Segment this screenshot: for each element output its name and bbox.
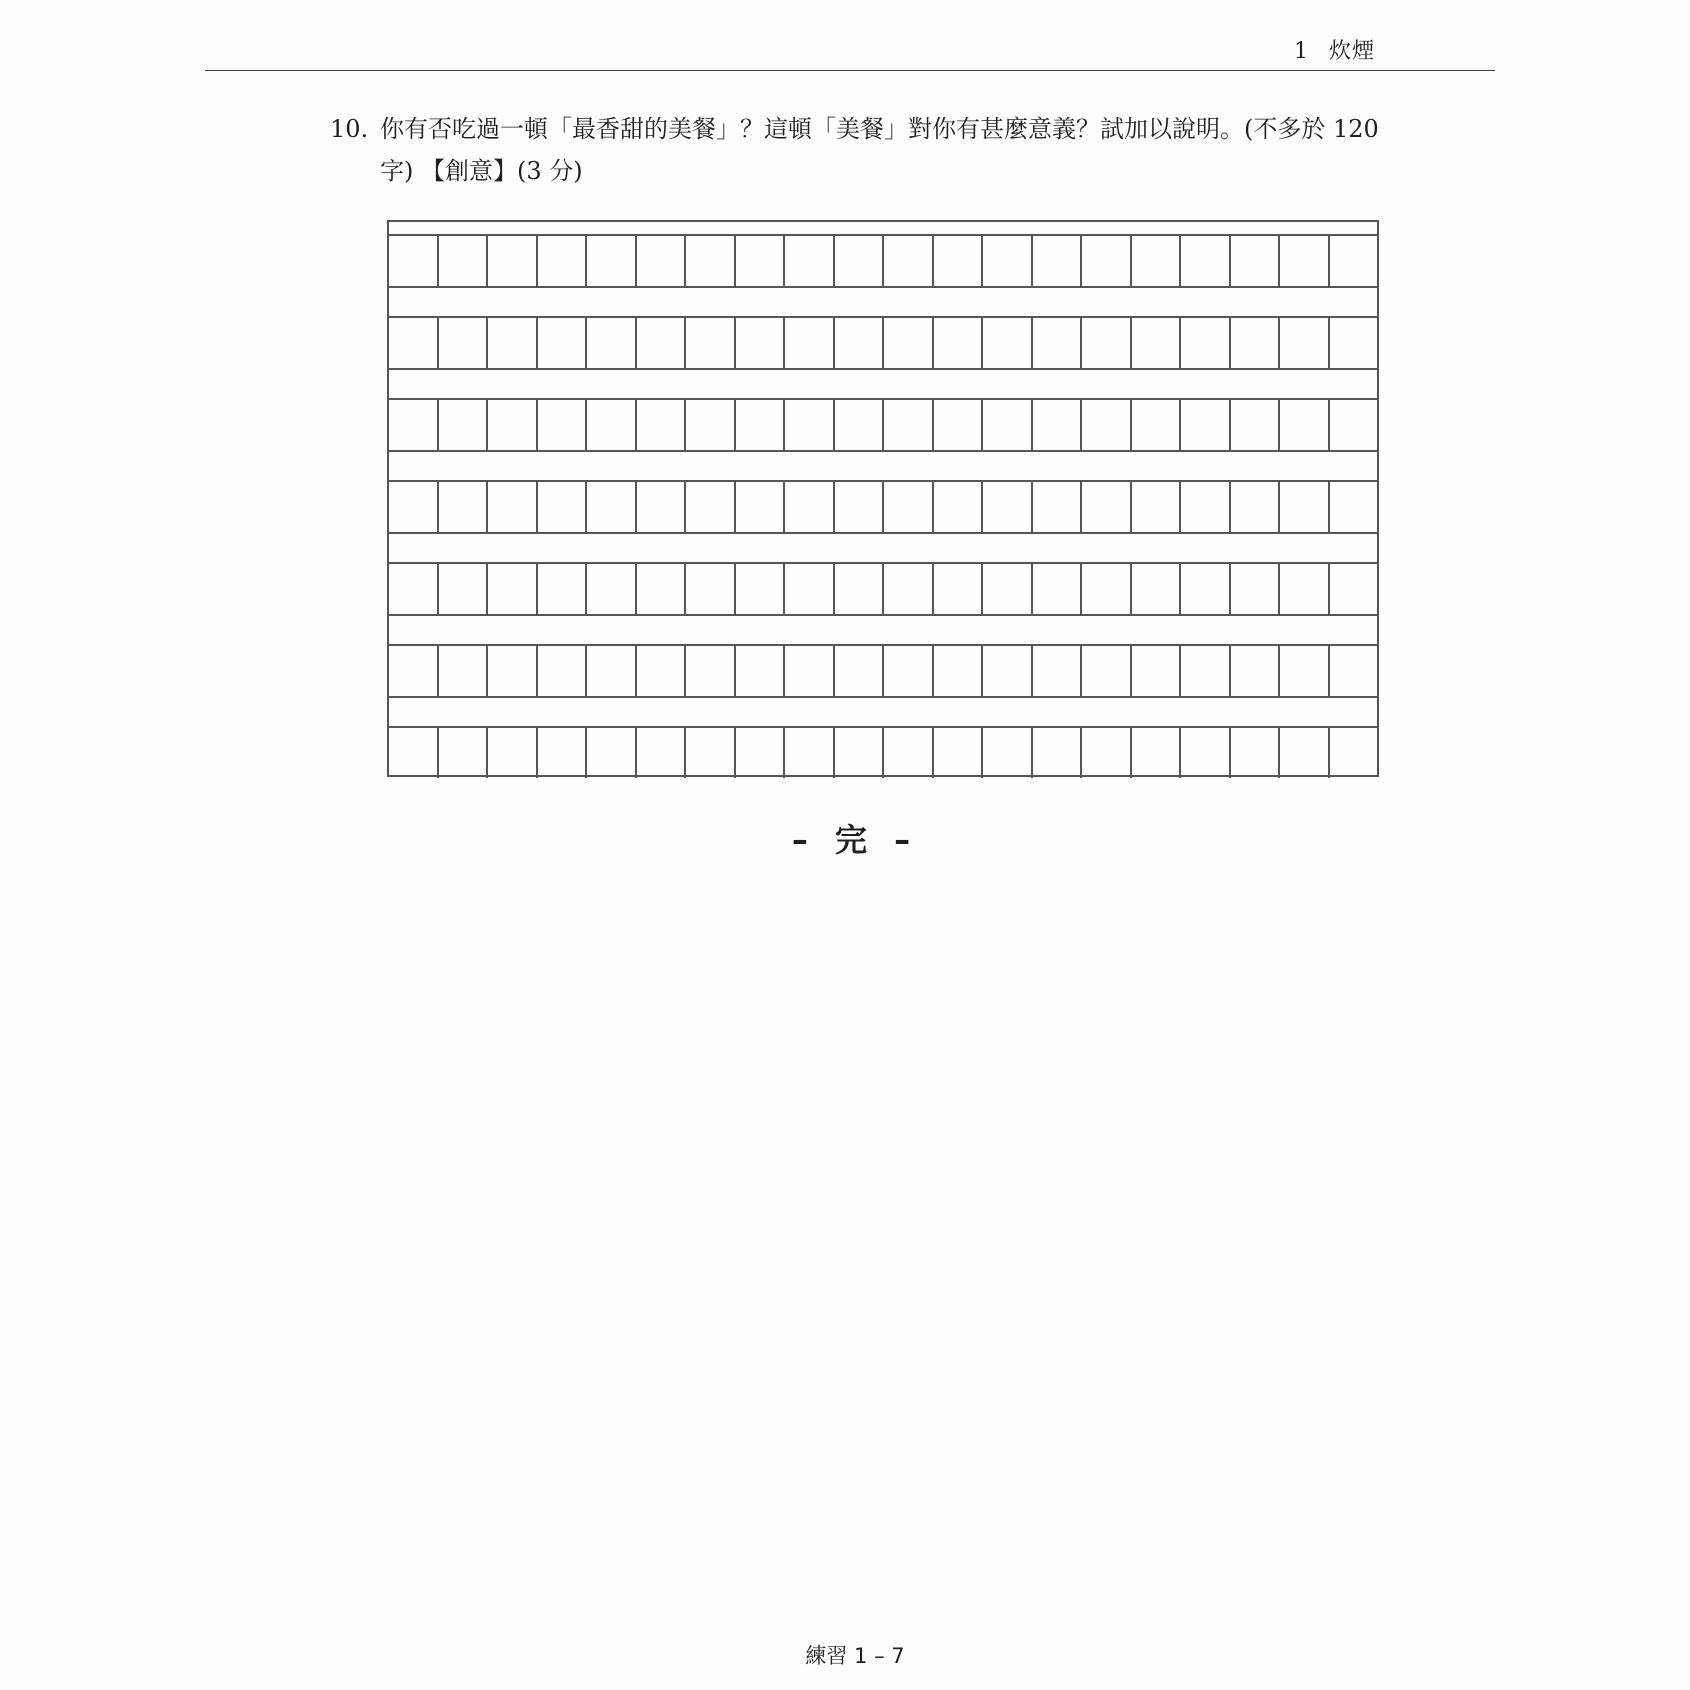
grid-cell[interactable]	[785, 318, 835, 368]
grid-cell[interactable]	[785, 400, 835, 450]
page-footer: 練習 1 – 7	[805, 1644, 905, 1668]
grid-cell[interactable]	[1330, 728, 1378, 778]
grid-cell[interactable]	[538, 318, 588, 368]
grid-cell[interactable]	[884, 482, 934, 532]
grid-cell[interactable]	[736, 728, 786, 778]
grid-cell[interactable]	[1132, 728, 1182, 778]
grid-cell[interactable]	[835, 646, 885, 696]
grid-cell[interactable]	[983, 728, 1033, 778]
grid-cell[interactable]	[488, 318, 538, 368]
grid-cell[interactable]	[1132, 482, 1182, 532]
grid-cell[interactable]	[736, 564, 786, 614]
grid-cell[interactable]	[835, 482, 885, 532]
grid-cell[interactable]	[637, 646, 687, 696]
grid-cell[interactable]	[637, 564, 687, 614]
grid-cell[interactable]	[587, 482, 637, 532]
grid-cell[interactable]	[637, 482, 687, 532]
grid-cell[interactable]	[884, 564, 934, 614]
grid-cell[interactable]	[1280, 564, 1330, 614]
grid-cell[interactable]	[1231, 646, 1281, 696]
grid-cell[interactable]	[587, 728, 637, 778]
grid-cell[interactable]	[637, 236, 687, 286]
grid-cell[interactable]	[934, 236, 984, 286]
grid-row	[389, 728, 1377, 778]
grid-cell[interactable]	[1082, 400, 1132, 450]
grid-cell[interactable]	[785, 728, 835, 778]
grid-cell[interactable]	[1231, 564, 1281, 614]
grid-cell[interactable]	[785, 564, 835, 614]
grid-cell[interactable]	[1231, 728, 1281, 778]
grid-cell[interactable]	[389, 646, 439, 696]
chapter-header	[1294, 34, 1375, 65]
grid-cell[interactable]	[389, 318, 439, 368]
grid-cell[interactable]	[637, 400, 687, 450]
grid-cell[interactable]	[488, 400, 538, 450]
chapter-title: 炊煙	[1328, 39, 1375, 64]
question-10	[330, 108, 1390, 192]
grid-cell[interactable]	[835, 564, 885, 614]
grid-cell[interactable]	[1132, 646, 1182, 696]
grid-cell[interactable]	[389, 728, 439, 778]
grid-cell[interactable]	[736, 482, 786, 532]
grid-cell[interactable]	[785, 482, 835, 532]
grid-cell[interactable]	[1330, 564, 1378, 614]
grid-cell[interactable]	[835, 236, 885, 286]
grid-cell[interactable]	[934, 646, 984, 696]
grid-cell[interactable]	[1132, 318, 1182, 368]
grid-cell[interactable]	[686, 728, 736, 778]
grid-cell[interactable]	[1280, 728, 1330, 778]
grid-cell[interactable]	[1082, 318, 1132, 368]
grid-cell[interactable]	[686, 564, 736, 614]
grid-cell[interactable]	[1330, 482, 1378, 532]
grid-cell[interactable]	[1181, 728, 1231, 778]
grid-cell[interactable]	[736, 646, 786, 696]
grid-cell[interactable]	[439, 564, 489, 614]
grid-cell[interactable]	[983, 564, 1033, 614]
grid-cell[interactable]	[1082, 728, 1132, 778]
grid-cell[interactable]	[389, 236, 439, 286]
grid-cell[interactable]	[983, 482, 1033, 532]
grid-cell[interactable]	[538, 646, 588, 696]
grid-row	[389, 400, 1377, 450]
grid-row	[389, 482, 1377, 532]
grid-cell[interactable]	[686, 482, 736, 532]
grid-cell[interactable]	[439, 236, 489, 286]
grid-cell[interactable]	[1231, 236, 1281, 286]
grid-cell[interactable]	[1330, 400, 1378, 450]
grid-cell[interactable]	[538, 564, 588, 614]
grid-cell[interactable]	[686, 318, 736, 368]
grid-top-margin	[389, 222, 1377, 236]
grid-cell[interactable]	[1033, 564, 1083, 614]
grid-cell[interactable]	[686, 236, 736, 286]
grid-cell[interactable]	[1280, 646, 1330, 696]
grid-cell[interactable]	[538, 400, 588, 450]
grid-cell[interactable]	[1280, 400, 1330, 450]
grid-cell[interactable]	[1330, 236, 1378, 286]
grid-cell[interactable]	[1082, 646, 1132, 696]
grid-spacer-row	[389, 368, 1377, 400]
grid-cell[interactable]	[389, 564, 439, 614]
grid-cell[interactable]	[686, 646, 736, 696]
grid-cell[interactable]	[1231, 400, 1281, 450]
grid-cell[interactable]	[1280, 482, 1330, 532]
grid-cell[interactable]	[439, 646, 489, 696]
grid-cell[interactable]	[1033, 318, 1083, 368]
grid-cell[interactable]	[488, 564, 538, 614]
grid-cell[interactable]	[884, 236, 934, 286]
grid-spacer-row	[389, 532, 1377, 564]
grid-spacer-row	[389, 696, 1377, 728]
grid-cell[interactable]	[488, 236, 538, 286]
grid-cell[interactable]	[488, 482, 538, 532]
grid-spacer-row	[389, 286, 1377, 318]
grid-row	[389, 318, 1377, 368]
grid-row	[389, 564, 1377, 614]
grid-cell[interactable]	[785, 646, 835, 696]
grid-cell[interactable]	[1330, 646, 1378, 696]
grid-cell[interactable]	[587, 564, 637, 614]
grid-cell[interactable]	[884, 400, 934, 450]
grid-cell[interactable]	[1181, 482, 1231, 532]
grid-cell[interactable]	[983, 646, 1033, 696]
grid-row	[389, 646, 1377, 696]
grid-cell[interactable]	[587, 646, 637, 696]
grid-cell[interactable]	[1181, 400, 1231, 450]
header-divider	[205, 70, 1495, 71]
grid-cell[interactable]	[1330, 318, 1378, 368]
answer-writing-grid[interactable]	[387, 220, 1379, 777]
grid-row	[389, 236, 1377, 286]
grid-cell[interactable]	[934, 564, 984, 614]
grid-cell[interactable]	[1132, 400, 1182, 450]
grid-cell[interactable]	[1181, 318, 1231, 368]
grid-cell[interactable]	[835, 318, 885, 368]
grid-cell[interactable]	[1082, 236, 1132, 286]
grid-cell[interactable]	[1033, 400, 1083, 450]
grid-cell[interactable]	[439, 728, 489, 778]
grid-cell[interactable]	[983, 318, 1033, 368]
end-mark: – 完 –	[791, 821, 919, 859]
grid-cell[interactable]	[637, 318, 687, 368]
grid-cell[interactable]	[1280, 236, 1330, 286]
grid-cell[interactable]	[736, 400, 786, 450]
grid-cell[interactable]	[1033, 646, 1083, 696]
grid-cell[interactable]	[439, 318, 489, 368]
grid-cell[interactable]	[934, 482, 984, 532]
grid-cell[interactable]	[1181, 236, 1231, 286]
grid-cell[interactable]	[884, 646, 934, 696]
question-text: 你有否吃過一頓「最香甜的美餐」？這頓「美餐」對你有甚麼意義？試加以說明。(不多於 120 字) 【創意】(3 分)	[380, 115, 1379, 185]
grid-cell[interactable]	[785, 236, 835, 286]
grid-cell[interactable]	[686, 400, 736, 450]
grid-cell[interactable]	[488, 728, 538, 778]
grid-cell[interactable]	[538, 236, 588, 286]
grid-cell[interactable]	[1231, 318, 1281, 368]
grid-cell[interactable]	[587, 236, 637, 286]
grid-cell[interactable]	[1231, 482, 1281, 532]
grid-spacer-row	[389, 450, 1377, 482]
grid-cell[interactable]	[835, 728, 885, 778]
grid-cell[interactable]	[1181, 564, 1231, 614]
grid-cell[interactable]	[538, 482, 588, 532]
grid-cell[interactable]	[389, 400, 439, 450]
grid-cell[interactable]	[983, 400, 1033, 450]
grid-cell[interactable]	[934, 318, 984, 368]
grid-cell[interactable]	[488, 646, 538, 696]
grid-cell[interactable]	[884, 318, 934, 368]
grid-cell[interactable]	[983, 236, 1033, 286]
grid-spacer-row	[389, 614, 1377, 646]
grid-cell[interactable]	[1181, 646, 1231, 696]
grid-cell[interactable]	[1132, 236, 1182, 286]
grid-cell[interactable]	[637, 728, 687, 778]
question-number: 10.	[330, 115, 369, 143]
grid-cell[interactable]	[835, 400, 885, 450]
grid-cell[interactable]	[1132, 564, 1182, 614]
grid-cell[interactable]	[587, 400, 637, 450]
grid-cell[interactable]	[1082, 564, 1132, 614]
grid-cell[interactable]	[736, 236, 786, 286]
grid-cell[interactable]	[1033, 236, 1083, 286]
grid-cell[interactable]	[587, 318, 637, 368]
grid-cell[interactable]	[1033, 728, 1083, 778]
grid-cell[interactable]	[439, 400, 489, 450]
grid-cell[interactable]	[1082, 482, 1132, 532]
grid-cell[interactable]	[934, 400, 984, 450]
grid-cell[interactable]	[1033, 482, 1083, 532]
grid-cell[interactable]	[934, 728, 984, 778]
chapter-number: 1	[1293, 39, 1309, 64]
grid-cell[interactable]	[1280, 318, 1330, 368]
grid-cell[interactable]	[538, 728, 588, 778]
grid-cell[interactable]	[884, 728, 934, 778]
grid-cell[interactable]	[736, 318, 786, 368]
grid-cell[interactable]	[389, 482, 439, 532]
grid-cell[interactable]	[439, 482, 489, 532]
